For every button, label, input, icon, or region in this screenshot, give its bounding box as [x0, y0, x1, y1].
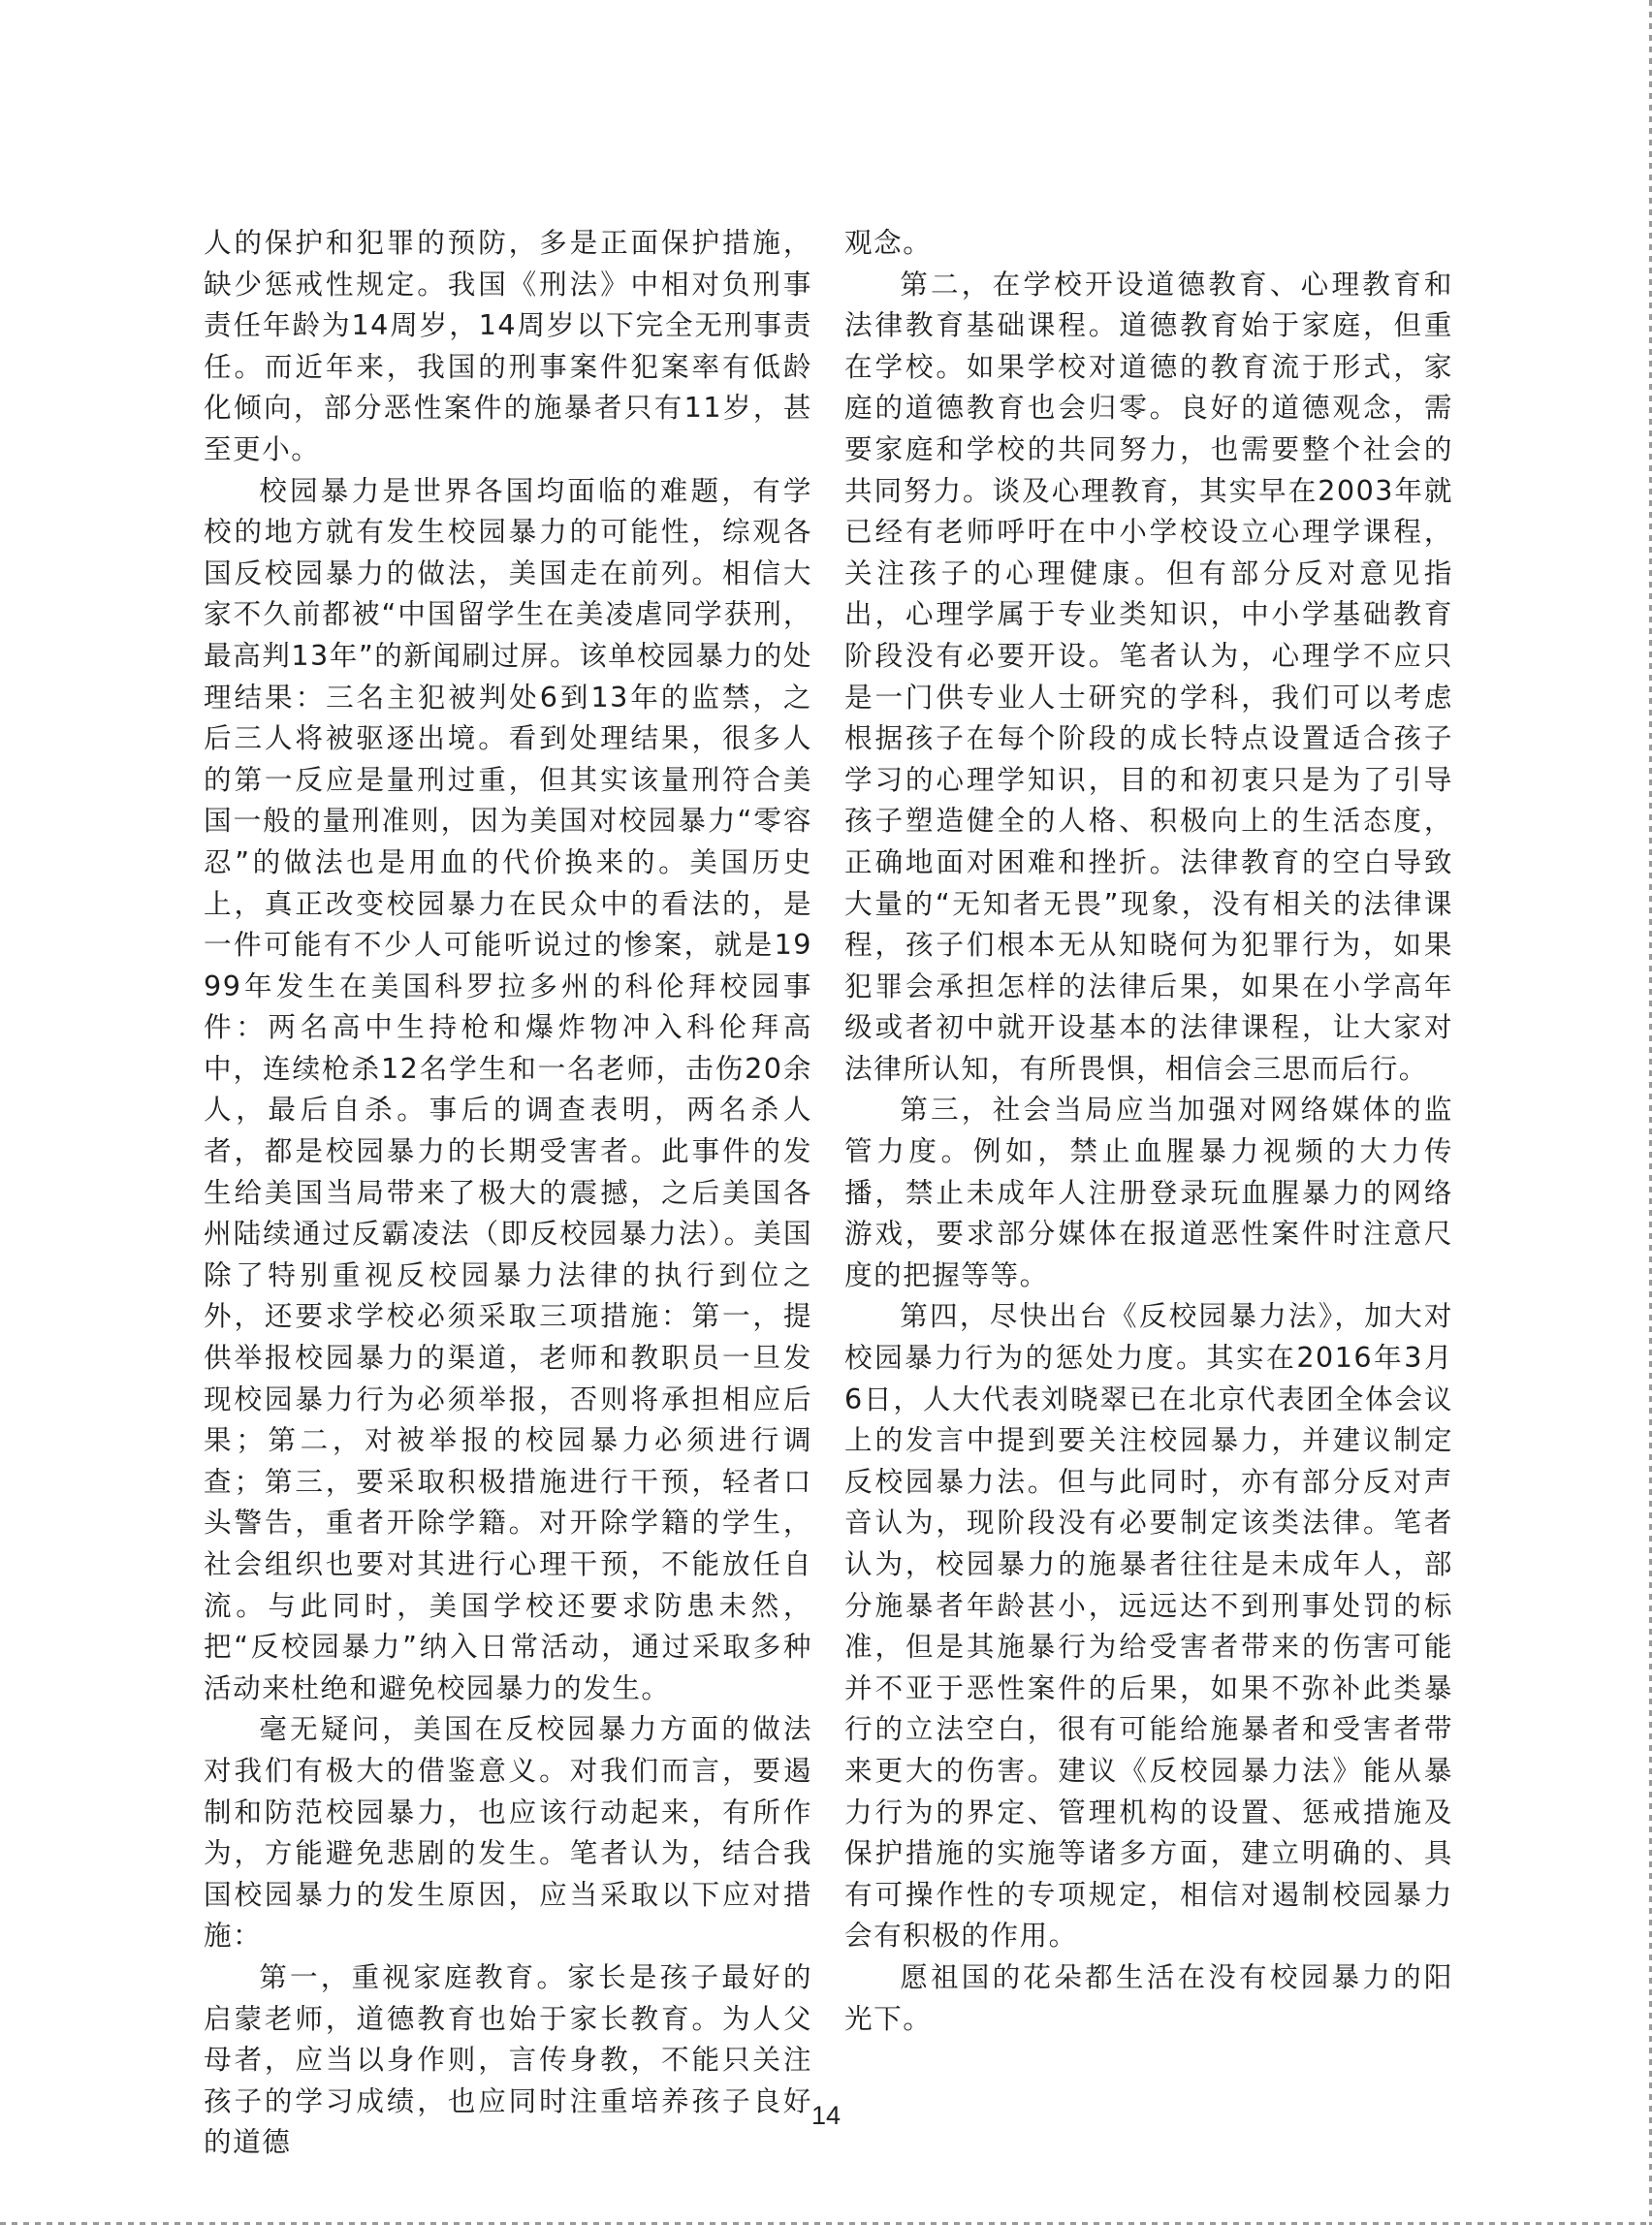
paragraph-measure-four: 第四，尽快出台《反校园暴力法》，加大对校园暴力行为的惩处力度。其实在2016年3月6日，人大代表刘晓翠已在北京代表团全体会议上的发言中提到要关注校园暴力，并建议制定反校园暴力法。但与此同时，亦有部分反对声音认为，现阶段没有必要制定该类法律。笔者认为，校园暴力的施暴者往往是未成年人，部分施暴者年龄甚小，远远达不到刑事处罚的标准，但是其施暴行为给受害者带来的伤害可能并不亚于恶性案件的后果，如果不弥补此类暴行的立法空白，很有可能给施暴者和受害者带来更大的伤害。建议《反校园暴力法》能从暴力行为的界定、管理机构的设置、惩戒措施及保护措施的实施等诸多方面，建立明确的、具有可操作性的专项规定，相信对遏制校园暴力会有积极的作用。 [844, 1299, 1453, 1953]
paragraph-measure-one: 第一，重视家庭教育。家长是孩子最好的启蒙老师，道德教育也始于家长教育。为人父母者，应当以身作则，言传身教，不能只关注孩子的学习成绩，也应同时注重培养孩子良好的道德 [204, 1959, 812, 2159]
paragraph-us-school-violence: 校园暴力是世界各国均面临的难题，有学校的地方就有发生校园暴力的可能性，综观各国反校园暴力的做法，美国走在前列。相信大家不久前都被“中国留学生在美凌虐同学获刑，最高判13年”的新闻刷过屏。该单校园暴力的处理结果：三名主犯被判处6到13年的监禁，之后三人将被驱逐出境。看到处理结果，很多人的第一反应是量刑过重，但其实该量刑符合美国一般的量刑准则，因为美国对校园暴力“零容忍”的做法也是用血的代价换来的。美国历史上，真正改变校园暴力在民众中的看法的，是一件可能有不少人可能听说过的惨案，就是1999年发生在美国科罗拉多州的科伦拜校园事件：两名高中生持枪和爆炸物冲入科伦拜高中，连续枪杀12名学生和一名老师，击伤20余人，最后自杀。事后的调查表明，两名杀人者，都是校园暴力的长期受害者。此事件的发生给美国当局带来了极大的震撼，之后美国各州陆续通过反霸凌法（即反校园暴力法）。美国除了特别重视反校园暴力法律的执行到位之外，还要求学校必须采取三项措施：第一，提供举报校园暴力的渠道，老师和教职员一旦发现校园暴力行为必须举报，否则将承担相应后果；第二，对被举报的校园暴力必须进行调查；第三，要采取积极措施进行干预，轻者口头警告，重者开除学籍。对开除学籍的学生，社会组织也要对其进行心理干预，不能放任自流。与此同时，美国学校还要求防患未然，把“反校园暴力”纳入日常活动，通过采取多种活动来杜绝和避免校园暴力的发生。 [204, 473, 812, 1704]
paragraph-measure-three: 第三，社会当局应当加强对网络媒体的监管力度。例如，禁止血腥暴力视频的大力传播，禁止未成年人注册登录玩血腥暴力的网络游戏，要求部分媒体在报道恶性案件时注意尺度的把握等等。 [844, 1093, 1453, 1291]
right-text-column [844, 222, 1453, 2039]
paragraph-continued-right: 观念。 [844, 226, 933, 259]
paragraph-lessons-for-china: 毫无疑问，美国在反校园暴力方面的做法对我们有极大的借鉴意义。对我们而言，要遏制和防范校园暴力，也应该行动起来，有所作为，方能避免悲剧的发生。笔者认为，结合我国校园暴力的发生原因，应当采取以下应对措施： [204, 1712, 812, 1953]
paragraph-continued: 人的保护和犯罪的预防，多是正面保护措施，缺少惩戒性规定。我国《刑法》中相对负刑事责任年龄为14周岁，14周岁以下完全无刑事责任。而近年来，我国的刑事案件犯案率有低龄化倾向，部分恶性案件的施暴者只有11岁，甚至更小。 [204, 226, 812, 465]
paragraph-closing-wish: 愿祖国的花朵都生活在没有校园暴力的阳光下。 [844, 1959, 1453, 2035]
paragraph-measure-two: 第二，在学校开设道德教育、心理教育和法律教育基础课程。道德教育始于家庭，但重在学校。如果学校对道德的教育流于形式，家庭的道德教育也会归零。良好的道德观念，需要家庭和学校的共同努力，也需要整个社会的共同努力。谈及心理教育，其实早在2003年就已经有老师呼吁在中小学校设立心理学课程，关注孩子的心理健康。但有部分反对意见指出，心理学属于专业类知识，中小学基础教育阶段没有必要开设。笔者认为，心理学不应只是一门供专业人士研究的学科，我们可以考虑根据孩子在每个阶段的成长特点设置适合孩子学习的心理学知识，目的和初衷只是为了引导孩子塑造健全的人格、积极向上的生活态度，正确地面对困难和挫折。法律教育的空白导致大量的“无知者无畏”现象，没有相关的法律课程，孩子们根本无从知晓何为犯罪行为，如果犯罪会承担怎样的法律后果，如果在小学高年级或者初中就开设基本的法律课程，让大家对法律所认知，有所畏惧，相信会三思而后行。 [844, 267, 1453, 1085]
page-number: 14 [810, 2101, 842, 2130]
left-text-column [204, 222, 812, 2163]
